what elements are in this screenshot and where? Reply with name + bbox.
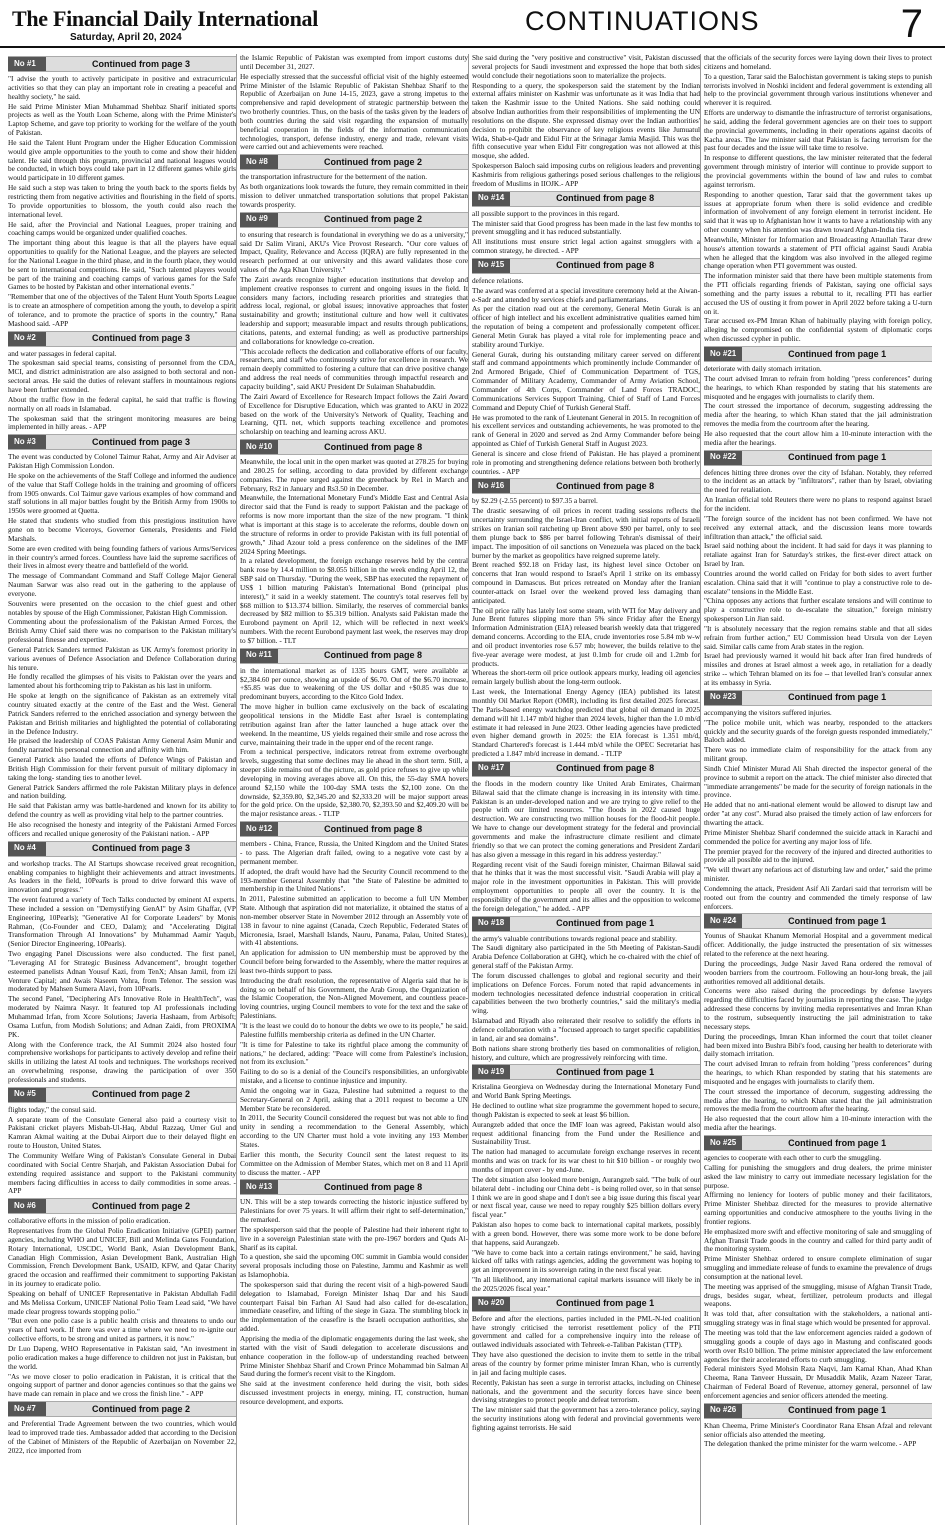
article-paragraph: He fondly recalled the glimpses of his visits to Pakistan over the years and lamented about his forthcoming trip to Pakistan as his last in uniform. xyxy=(8,672,236,691)
article-paragraph: Federal ministers Syed Mohsin Raza Naqvi, Jam Kamal Khan, Ahad Khan Cheema, Rana Tanveer Hussain, Dr Musaddik Malik, Azam Nazeer Tarar, Chairman of Federal Board of Revenue, attorney general, personnel of law enforcement agencies and senior officers attended the meeting. xyxy=(704,1364,932,1400)
article-number: No #7 xyxy=(8,1402,46,1416)
article-paragraph: He spoke on the achievements of the Staff College and informed the audience of the value that Staff College holds in the training and grooming of officers from 1905 onwards. Col Taimur gave various examples of how command and staff solutions in all major battles fought by the British Army from 1900s to 1950s were groomed at Quetta. xyxy=(8,470,236,516)
column-divider xyxy=(236,54,237,1525)
article-paragraph: The law minister said that the government has a zero-tolerance policy, saying the security institutions along with federal and provincial governments were fighting against terrorists. He said xyxy=(472,1405,700,1432)
continuation-article xyxy=(472,916,700,1063)
article-paragraph: "We will thwart any nefarious act of disturbing law and order," said the prime minister. xyxy=(704,865,932,884)
article-number: No #14 xyxy=(472,192,510,206)
article-paragraph: all possible support to the provinces in this regard. xyxy=(472,208,620,218)
article-number: No #2 xyxy=(8,332,46,346)
article-paragraph: Recently, Pakistan has seen a surge in terrorist attacks, including on Chinese nationals, and the government and the security forces have since been devising strategies to protect people and defeat terrorism. xyxy=(472,1377,700,1405)
continued-from-label: Continued from page 1 xyxy=(788,1405,887,1416)
continued-from-label: Continued from page 2 xyxy=(323,214,422,225)
article-paragraph: the army's valuable contributions towards regional peace and stability. xyxy=(472,933,677,943)
article-paragraph: Regarding recent visit of the Saudi foreign minister, Chairman Bilawal said that he thinks that it was the most successful visit. "Saudi Arabia will play a major role in the investment opportunities in Pakistan. This will provide employment opportunities to people all over the country. It is the responsibility of the government and its allies and the opposition to welcome the foreign delegation," he added. - APP xyxy=(472,859,700,913)
article-paragraph: Younus of Shaukat Khanum Memorial Hospital and a government medical officer. Additionally, the judge instructed the presentation of six witnesses related to the reference at the next hearing. xyxy=(704,931,932,959)
article-number: No #3 xyxy=(8,435,46,449)
article-paragraph: defence relations. xyxy=(472,275,524,285)
continued-from-label: Continued from page 3 xyxy=(91,333,190,344)
article-paragraph: Calling for punishing the smugglers and drug dealers, the prime minister asked the law ministry to carry out immediate necessary legislation for the purpose. xyxy=(704,1162,932,1190)
article-paragraph: He said that Pakistan army was battle-hardened and known for its ability to defend the country as well as providing vital help to the partner countries. xyxy=(8,801,236,820)
article-paragraph: The Community Welfare Wing of Pakistan's Consulate General in Dubai coordinated with Social Centre Sharjah, and Pakistan Association Dubai for extending required assistance and support to the Pakistani community members facing difficulties in access to daily commodities in some areas. - APP xyxy=(8,1150,236,1196)
article-header xyxy=(472,191,700,207)
article-paragraph: "We have to come back into a certain ratings environment," he said, having kicked off talks with ratings agencies, adding the government was hoping to get an improvement in its sovereign rating in the next fiscal year. xyxy=(472,1247,700,1275)
article-paragraph: About the traffic flow in the federal capital, he said that traffic is flowing normally on all roads in Islamabad. xyxy=(8,394,236,413)
article-number: No #25 xyxy=(704,1136,742,1150)
article-paragraph: During the proceedings, Judge Nasir Javed Rana ordered the removal of wooden barriers from the courtroom. Following an hour-long break, the jail authorities removed all additional details. xyxy=(704,958,932,986)
article-paragraph: The delegation thanked the prime minister for the warm welcome. - APP xyxy=(704,1439,917,1449)
article-paragraph: Failing to do so is a denial of the Council's responsibilities, an unforgivable mistake, and a license to continue injustice and impunity. xyxy=(240,1067,468,1086)
article-paragraph: "It is absolutely necessary that the region remains stable and that all sides refrain from further action," EU Commission head Ursula von der Leyen said. Similar calls came from Arab states in the region. xyxy=(704,623,932,651)
article-number: No #21 xyxy=(704,347,742,361)
article-paragraph: Sindh Chief Minister Murad Ali Shah directed the inspector general of the province to submit a report on the attack. The chief minister also directed that "immediate arrangements" be made for the security of foreign nationals in the province. xyxy=(704,763,932,800)
article-paragraph: He said such a step was taken to bring the youth back to the sports fields by restricting them from negative activities and flourishing in the field of sports. To provide opportunities to blossom, the youth could also reach the international level. xyxy=(8,183,236,219)
article-number: No #20 xyxy=(472,1297,510,1311)
article-column xyxy=(8,54,236,1525)
article-paragraph: the transportation infrastructure for the betterment of the nation. xyxy=(240,172,428,182)
article-paragraph: Apprising the media of the diplomatic engagements during the last week, she started with the visit of Saudi delegation to accelerate discussions and enhance cooperation in the follow-up of understanding reached between Prime Minister Shehbaz Sharif and Crown Prince Mohammad bin Salman Al Saud during the former's recent visit to the Kingdom. xyxy=(240,1334,468,1379)
continuation-article xyxy=(240,154,468,209)
article-paragraph: In 2011, the Security Council considered the request but was not able to find unity in sending a recommendation to the General Assembly, which according to the UN Charter must hold a vote inviting any 193 Member States. xyxy=(240,1113,468,1149)
article-header xyxy=(8,1401,236,1417)
article-paragraph: Earlier this month, the Security Council sent the latest request to its Committee on the Admission of Member States, which met on 8 and 11 April to discuss the matter. - APP xyxy=(240,1149,468,1177)
continuation-article xyxy=(8,1401,236,1455)
continued-from-label: Continued from page 2 xyxy=(91,1200,190,1211)
column-divider xyxy=(468,54,469,1525)
article-paragraph: Dr Luo Dapeng, WHO Representative in Pakistan said, "An investment in polio eradication makes a huge difference to children not just in Pakistan, but the world. xyxy=(8,1344,236,1371)
article-paragraph: In a related development, the foreign exchange reserves held by the central bank rose by 14.4 million to $8.055 billion in the week ending April 12, the SBP said on Thursday. "During the week, SBP has executed the repayment of US$ 1 billion maturing Pakistan's International Bond (principal plus interest)," it said in a weekly statement. The country's total reserves fell by $68 million to $13.374 billion. Similarly, the reserves of commercial banks decreased by $82 million to $5.319 billion. Analysts said Pakistan made the Eurobond payment on April 12, which will be reflected in next week's numbers. With the recent Eurobond payment last week, the reserves may drop to $7 billion. - TLT xyxy=(240,556,468,645)
article-paragraph: Introducing the draft resolution, the representative of Algeria said that he is doing so on behalf of his Government, the Arab Group, the Organization of the Islamic Cooperation, the Non-Aligned Movement, and countless peace-loving countries, urging Council members to vote for the text and the sake of Palestinians. xyxy=(240,975,468,1021)
article-paragraph: She said during the "very positive and constructive" visit, Pakistan discussed several projects for Saudi investment and expressed the hope that both sides would conclude their negotiations soon to materialize the projects. xyxy=(472,54,700,80)
continuation-article xyxy=(472,54,700,189)
article-paragraph: Commenting about the professionalism of the Pakistan Armed Forces, the British Army Chief said there was no comparison to the Pakistan military's professional finesse and expertise. xyxy=(8,617,236,645)
article-paragraph: The Saudi dignitary also participated in the 5th Meeting of Pakistan-Saudi Arabia Defence Collaboration at GHQ, which he co-chaired with the chief of general staff of the Pakistan Army. xyxy=(472,943,700,971)
article-paragraph: Responding to another question, Tarar said that the government takes up issues at appropriate forum when there is solid evidence and credible information of involvement of any foreign element in terrorist incident. He said that it was up to Afghanistan how it wants to have a relationship with any other country when his attention was drawn toward Afghan-India ties. xyxy=(704,189,932,235)
continuation-article xyxy=(8,1198,236,1399)
article-paragraph: General is sincere and close friend of Pakistan. He has played a prominent role in promoting and strengthening defence relations between both brotherly countries. - APP xyxy=(472,448,700,476)
article-paragraph: Israel said nothing about the incident. It had said for days it was planning to retaliate against Iran for Saturday's strikes, the first-ever direct attack on Israel by Iran. xyxy=(704,541,932,569)
continued-from-label: Continued from page 2 xyxy=(91,1403,190,1414)
continued-from-label: Continued from page 8 xyxy=(324,1181,423,1192)
page-number: 7 xyxy=(900,2,923,46)
article-paragraph: "As we move closer to polio eradication in Pakistan, it is critical that the ongoing support of partner and donor agencies continues so that the gains we have made can remain in place and we cross the finish line." - APP xyxy=(8,1371,236,1399)
continuation-article xyxy=(704,1135,932,1401)
article-header xyxy=(704,450,932,466)
article-paragraph: Pakistan also hopes to come back to international capital markets, possibly with a green bond. However, there was some more work to be done before that happens, said Aurangzeb. xyxy=(472,1220,700,1247)
article-header xyxy=(240,212,468,228)
article-header xyxy=(472,1064,700,1080)
article-paragraph: to ensuring that research is foundational in everything we do as a university," said Dr Salim Virani, AKU's Vice Provost Research. "Our core values of Impact, Quality, Relevance and Access (IQRA) are fully represented in the research performed at our university and this award validates those core values of the Aga Khan University." xyxy=(240,229,468,275)
article-paragraph: Souvenirs were presented on the occasion to the chief guest and other notables by spouse of the High Commissioner, Pakistan High Commission. xyxy=(8,598,236,617)
continuation-article xyxy=(704,450,932,688)
article-number: No #19 xyxy=(472,1065,510,1079)
continuation-article xyxy=(704,346,932,448)
continuation-article xyxy=(704,1403,932,1450)
article-header xyxy=(8,1087,236,1103)
article-paragraph: Kristalina Georgieva on Wednesday during the International Monetary Fund and World Bank Spring Meetings. xyxy=(472,1082,700,1101)
article-paragraph: The move higher in bullion came exclusively on the back of escalating geopolitical tensions in the Middle East after Israel is contemplating retribution against Iran after the latter launched a huge attack over the weekend. In the meantime, US yields regained their smile and rose across the curve, maintaining their trade in the upper end of the recent range. xyxy=(240,702,468,747)
continuation-article xyxy=(472,1296,700,1433)
continued-from-label: Continued from page 3 xyxy=(91,436,190,447)
continuation-article xyxy=(472,1064,700,1293)
article-header xyxy=(8,1198,236,1214)
article-paragraph: Whereas the short-term oil price outlook appears murky, leading oil agencies remain largely bullish about the long-term outlook. xyxy=(472,668,700,687)
article-header xyxy=(240,154,468,170)
article-header xyxy=(704,1403,932,1419)
continuation-article xyxy=(8,331,236,433)
article-number: No #9 xyxy=(240,213,278,227)
article-paragraph: The drastic seesawing of oil prices in recent trading sessions reflects the uncertainty surrounding the Israel-Iran conflict, with initial reports of Israeli strikes on Iranian soil ratcheting up Brent above $90 per barrel, only to see them plunge back to $86 per barrel following Tehran's dismissal of their impact. The imposition of oil sanctions on Venezuela was placed on the back burner by the market as geopolitics have reigned supreme lately. xyxy=(472,506,700,560)
article-paragraph: The event was conducted by Colonel Taimur Rahat, Army and Air Adviser at Pakistan High Commission London. xyxy=(8,452,236,471)
continued-from-label: Continued from page 1 xyxy=(556,918,655,929)
article-paragraph: The spokesperson said that the people of Palestine had their inherent right to live in a sovereign Palestinian state with the pre-1967 borders and Quds Al-Sharif as its capital. xyxy=(240,1224,468,1252)
article-paragraph: He also requested that the court allow him a 10-minute interaction with the media after the hearings. xyxy=(704,428,932,447)
continuation-article xyxy=(472,478,700,758)
article-paragraph: Two engaging Panel Discussions were also conducted. The first panel, "Leveraging AI for Strategic Business Advancement", brought together esteemed panelists Adnan Yousuf Kazi, from TenX; Ahsan Jamil, from i2i Venture Capital; and Awais Naseem Vohra, from Telenor. The session was moderated by Mahsen Sumera Alavi, from 10Pearls. xyxy=(8,949,236,994)
article-paragraph: Israel had previously warned it would hit back after Iran fired hundreds of missiles and drones at Israel almost a week ago, in retaliation for a deadly strike -- which Tehran blamed on its foe -- that levelled Iran's consular annex at its embassy in Syria. xyxy=(704,651,932,687)
article-paragraph: the floods in the modern country like United Arab Emirates, Chairman Bilawal said that the climate change is increasing in its intensity with time. Pakistan is an under-developed nation and we are trying to give relief to the people with our limited resources. "The floods in 2022 caused huge destruction. We are constructing two million houses for the flood-hit people. We have to change our development strategy for the federal and provincial governments and make the infrastructure climate resilient and climate friendly so that we can protect the coming generations and President Zardari has also given a message in this regard in his address yesterday." xyxy=(472,778,700,859)
article-paragraph: Speaking on behalf of UNICEF Representative in Pakistan Abdullah Fadil and Ms Melissa Corkum, UNICEF National Polio Team Lead said, "We have made clear progress towards stopping polio." xyxy=(8,1288,236,1316)
continuation-article xyxy=(704,690,932,912)
article-paragraph: To a question, she said the upcoming OIC summit in Gambia would consider several proposals including those on Palestine, Jammu and Kashmir as well as Islamophobia. xyxy=(240,1252,468,1280)
continued-from-label: Continued from page 1 xyxy=(788,1137,887,1148)
article-paragraph: Concerns were also raised during the proceedings by defense lawyers regarding the difficulties faced by journalists in reporting the case. The judge addressed these concerns by inviting media representatives and Imran Khan to the rostrum, subsequently instructing the jail administration to take necessary steps. xyxy=(704,986,932,1031)
article-paragraph: General Patrick also lauded the efforts of Defence Wings of Pakistan and British High Commission for their fervent pursuit of military diplomacy in taking the long- standing ties to another level. xyxy=(8,755,236,782)
continuation-article xyxy=(472,761,700,914)
article-header xyxy=(472,761,700,777)
article-paragraph: Spokesperson Baloch said imposing curbs on religious leaders and preventing Kashmiris from religious gatherings posed serious challenges to the religious freedom of Muslims in IIOJK.- APP xyxy=(472,161,700,188)
article-number: No #13 xyxy=(240,1180,278,1194)
article-paragraph: He stated that students who studied from this prestigious institution have gone on to become Viceroys, Governor Generals, Presidents and Field Marshals. xyxy=(8,516,236,543)
article-paragraph: that the officials of the security forces were laying down their lives to protect citizens and homeland. xyxy=(704,54,932,71)
article-number: No #16 xyxy=(472,479,510,493)
article-header xyxy=(704,913,932,929)
article-paragraph: by $2.29 (-2.55 percent) to $97.35 a barrel. xyxy=(472,496,598,506)
article-number: No #12 xyxy=(240,822,278,836)
continued-from-label: Continued from page 8 xyxy=(324,441,423,452)
continued-from-label: Continued from page 1 xyxy=(788,452,887,463)
article-header xyxy=(704,1135,932,1151)
article-paragraph: Some are even credited with being founding fathers of various Arms/Services in their country's armed forces. Countless have laid the supreme sacrifices of their lives in almost every theatre and battlefield of the world. xyxy=(8,543,236,571)
continuation-article xyxy=(704,913,932,1133)
article-paragraph: An Iranian official told Reuters there were no plans to respond against Israel for the incident. xyxy=(704,495,932,513)
article-number: No #11 xyxy=(240,649,278,663)
article-paragraph: He said the Talent Hunt Program under the Higher Education Commission would give ample opportunities to the youth to come and show their hidden talent. He said through this program, provincial and national leagues would be conducted, in which boys could take part in 12 different games while girls would participate in 10 different games. xyxy=(8,137,236,183)
article-number: No #24 xyxy=(704,914,742,928)
newspaper-title: The Financial Daily International xyxy=(12,6,319,31)
article-paragraph: "The foreign source of the incident has not been confirmed. We have not received any external attack, and the discussion leans more towards infiltration than attack," the official said. xyxy=(704,513,932,541)
continuation-article xyxy=(8,434,236,838)
article-paragraph: He said, after the Provincial and National Leagues, proper training and coaching camps would be organized under qualified coaches. xyxy=(8,219,236,238)
article-paragraph: As both organizations look towards the future, they remain committed in their mission to deliver unmatched transportation solutions that propel Pakistan towards prosperity. xyxy=(240,182,468,209)
article-paragraph: The oil price rally has lately lost some steam, with WTI for May delivery and June Brent futures slipping more than 5% since Friday after the Energy Information Administration (EIA) released bearish weekly data that triggered demand concerns. According to the EIA, crude inventories rose 5.84 mb w-w and oil product inventories rose 6.57 mb; however, the builds relative to the five-year average were modest, at just 0.1mb for crude oil and 1.2mb for products. xyxy=(472,605,700,668)
article-header xyxy=(8,841,236,857)
continued-from-label: Continued from page 3 xyxy=(91,843,190,854)
article-paragraph: The court stressed the importance of decorum, suggesting addressing the media after the hearing, to which Khan stated that the jail administration removes the media from the courtroom after the hearing. xyxy=(704,1086,932,1114)
article-paragraph: The forum discussed challenges to global and regional security and their implications on Defence Forces. Forum noted that rapid advancements in modern technologies necessitated defence industrial cooperation in critical capabilities between the two brotherly countries," said the military's media wing. xyxy=(472,970,700,1016)
article-paragraph: Meanwhile, the local unit in the open market was quoted at 278.25 for buying and 280.25 for selling, according to data provided by different exchange companies. The rupee surged against the greenback by Re1 in March and February, Rs2 in January and Rs3.50 in December. xyxy=(240,457,468,493)
article-paragraph: The information minister said that there have been multiple statements from the PTI officials regarding friends of Pakistan, saying one official says something and the party issues a rebuttal to it, recalling PTI has earlier accused the US of ousting it from power in April 2022 before taking a U-turn on it. xyxy=(704,271,932,316)
issue-date: Saturday, April 20, 2024 xyxy=(70,32,182,43)
article-paragraph: The second Panel, "Deciphering AI's Innovative Role in HealthTech", was moderated by Naimra Nasyr. It featured top AI professionals including Muhammad Irfan, from Xcore Solutions; Javeria Hashaam, from Arbisoft; Osama Lutfun, from Modish Solutions; and Adnan Zaidi, from PROXIMA PK. xyxy=(8,994,236,1039)
article-number: No #8 xyxy=(240,155,278,169)
article-paragraph: Affirming no leniency for looters of public money and their facilitators, Prime Minister Shehbaz directed for the measures to provide alternative earning opportunities and conducive atmosphere to the youths living in the frontier regions. xyxy=(704,1190,932,1226)
article-paragraph: In response to different questions, the law minister reiterated that the federal government through ministry of interior will continue to provide support to the provincial governments within the bound of law and rules to combat against terrorism. xyxy=(704,153,932,189)
article-paragraph: A separate team of the Consulate General also paid a courtesy visit to Pakistani cricket players Misbah-Ul-Haq, Abdul Razzaq, Umer Gul and Kamran Akmal waiting at the Dubai Airport due to their delayed flight en route to Houston, United States. xyxy=(8,1114,236,1151)
article-paragraph: Prime Minister Shehbaz Sharif condemned the suicide attack in Karachi and commended the police for averting any major loss of life. xyxy=(704,827,932,846)
article-paragraph: General Patrick Sanders affirmed the role Pakistan Military plays in defence and nation building. xyxy=(8,782,236,801)
article-paragraph: He was promoted to the rank of Lieutenant General in 2015. In recognition of his excellent services and outstanding achievements, he was promoted to the rank of General in 2020 and served as 2nd Army Commander before being appointed as Chief of Turkish General Staff in August 2023. xyxy=(472,412,700,449)
continued-from-label: Continued from page 8 xyxy=(556,260,655,271)
article-paragraph: To a question, Tarar said the Balochistan government is taking steps to punish terrorists involved in Noshki incident and federal government is extending all help to the provincial government through various institutions whenever and wherever it is required. xyxy=(704,71,932,108)
article-paragraph: General Patrick Sanders termed Pakistan as UK Army's foremost priority in various avenues of Defence Association and Defence Collaboration during his tenure. xyxy=(8,644,236,672)
article-paragraph: In 2011, Palestine submitted an application to become a full UN Member State. Although that aspiration did not materialize, it obtained the status of a non-member observer State in November 2012 through an Assembly vote of 138 in favour to nine against (Canada, Czech Republic, Federated States of Micronesia, Israel, Marshall Islands, Nauru, Panama, Palau, United States), with 41 abstentions. xyxy=(240,894,468,948)
article-paragraph: The court advised Imran to refrain from holding "press conferences" during the hearings, to which Khan responded by stating that his statements are misquoted and he engages with journalists to clarify them. xyxy=(704,373,932,401)
article-column xyxy=(240,54,468,1525)
article-column xyxy=(472,54,700,1525)
article-header xyxy=(8,331,236,347)
article-paragraph: He added that no anti-national element would be allowed to disrupt law and order "at any cost". Murad also praised the timely action of law enforcers for thwarting the attack. xyxy=(704,800,932,827)
article-paragraph: accompanying the visitors suffered injuries. xyxy=(704,707,832,717)
continued-from-label: Continued from page 2 xyxy=(323,156,422,167)
article-paragraph: If adopted, the draft would have had the Security Council recommend to the 193-member General Assembly that "the State of Palestine be admitted to membership in the United Nations". xyxy=(240,866,468,894)
article-paragraph: Islamabad and Riyadh also reiterated their resolve to solidify the efforts in defence collaboration with a "focused approach to target specific capabilities in land, air and sea domains". xyxy=(472,1016,700,1043)
article-number: No #6 xyxy=(8,1199,46,1213)
article-paragraph: "China opposes any actions that further escalate tensions and will continue to play a constructive role to de-escalate the situation," foreign ministry spokesperson Lin Jian said. xyxy=(704,596,932,624)
article-paragraph: Before and after the elections, parties included in the PML-N-led coalition have strongly criticised the terrorist resettlement policy of the PTI government and called for a comprehensive inquiry into the release of outlawed individuals associated with Tehreek-e-Taliban Pakistan (TTP). xyxy=(472,1313,700,1350)
article-paragraph: "I advise the youth to actively participate in positive and extracurricular activities so that they can play an important role in creating a peaceful and healthy society," he said. xyxy=(8,74,236,101)
continuation-article xyxy=(240,439,468,646)
article-paragraph: The message of Commandant Command and Staff College Major General Nauman Sarwar was also read out in the gathering to the applause of everyone. xyxy=(8,571,236,598)
article-paragraph: flights today," the consul said. xyxy=(8,1104,97,1114)
article-header xyxy=(240,439,468,455)
article-paragraph: Prime Minister Shehbaz ordered to ensure complete elimination of sugar smuggling and immediate release of funds to examine the prevalence of drugs consumption at the national level. xyxy=(704,1254,932,1281)
continued-from-label: Continued from page 1 xyxy=(556,1298,655,1309)
article-paragraph: The spokesman said that the stringent monitoring measures are being implemented in hilly areas. - APP xyxy=(8,413,236,432)
article-header xyxy=(240,1179,468,1195)
article-header xyxy=(240,648,468,664)
article-header xyxy=(472,478,700,494)
article-paragraph: Efforts are underway to dismantle the infrastructure of terrorist organisations, he said, adding the federal government agencies are on their toes to support the provincial governments, including in their operations against dacoits of Kacha areas. The law minister said that Pakistan is facing terrorism for the past four decades and the issue will take time to resolve. xyxy=(704,108,932,153)
article-header xyxy=(472,258,700,274)
continuation-article xyxy=(240,212,468,437)
article-paragraph: Both nations share strong brotherly ties based on commonalities of religion, history, and culture, which are progressively reinforcing with time. xyxy=(472,1043,700,1062)
article-paragraph: "It is the least we could do to honour the debts we owe to its people," he said. Palestine fulfills membership criteria as defined in the UN Charter. xyxy=(240,1021,468,1039)
article-paragraph: He also recognised the honesty and integrity of the Pakistani Armed Forces officers and recalled unique generosity of the Pakistani nation. - APP xyxy=(8,819,236,838)
article-paragraph: Meanwhile, the International Monetary Fund's Middle East and Central Asia director said that the Fund is ready to support Pakistan and the package of reforms is now more important than the size of the new program. "I think what is important at this stage is to accelerate the reforms, double down on the structure of reforms in order to provide Pakistan with its full potential of growth," Jihad Azour told a press conference on the sidelines of the IMF 2024 Spring Meetings. xyxy=(240,493,468,556)
article-paragraph: deteriorate with daily stomach irritation. xyxy=(704,364,822,373)
continued-from-label: Continued from page 8 xyxy=(556,763,655,774)
article-paragraph: It was told that, after consultation with the stakeholders, a national anti-smuggling strategy was in final stage which would be presented for approval. xyxy=(704,1309,932,1328)
continued-from-label: Continued from page 3 xyxy=(91,58,190,69)
article-paragraph: and Preferential Trade Agreement between the two countries, which would lead to improved trade ties. Ambassador added that according to the Decision of the Cabinet of Ministers of the Republic of Azerbaijan on November 22, 2022, rice imported from xyxy=(8,1419,236,1455)
article-header xyxy=(704,346,932,362)
article-number: No #5 xyxy=(8,1088,46,1102)
article-number: No #4 xyxy=(8,842,46,856)
column-divider xyxy=(700,54,701,1525)
continued-from-label: Continued from page 8 xyxy=(556,481,655,492)
section-title: CONTINUATIONS xyxy=(525,6,760,36)
article-paragraph: The nation had managed to accumulate foreign exchange reserves in recent months and was on track for its war chest to hit $10 billion - or roughly two months of import cover - by end-June. xyxy=(472,1147,700,1174)
article-paragraph: He also requested that the court allow him a 10-minute interaction with the media after the hearings. xyxy=(704,1114,932,1133)
continuation-article xyxy=(8,1087,236,1196)
continued-from-label: Continued from page 1 xyxy=(788,915,887,926)
continuation-article xyxy=(240,1179,468,1406)
article-header xyxy=(8,56,236,72)
article-paragraph: The spokesperson said that during the recent visit of a high-powered Saudi delegation to Islamabad, Foreign Minister Ishaq Dar and his Saudi counterpart Faisal bin Farhan Al Saud had also called for de-escalation, immediate ceasefire, and lifting of the siege in Gaza. The stumbling block in the implementation of the ceasefire is the Israeli occupation authorities, she added. xyxy=(240,1279,468,1334)
continued-from-label: Continued from page 8 xyxy=(323,650,422,661)
article-paragraph: The spokesman said special teams, consisting of personnel from the CDA, MCI, and district administration are also assigned to both sectoral and non-sectoral areas. He said the duties of relevant staffers in mountainous regions have been further extended. xyxy=(8,358,236,394)
continued-from-label: Continued from page 1 xyxy=(788,692,887,703)
continuation-article xyxy=(704,54,932,344)
article-paragraph: The court advised Imran to refrain from holding "press conferences" during the hearings, to which Khan responded by stating that his statements are misquoted and he engages with journalists to clarify them. xyxy=(704,1059,932,1086)
continued-from-label: Continued from page 1 xyxy=(556,1066,655,1077)
article-paragraph: The important thing about this league is that all the players have equal opportunities to qualify for the National League, and the players are selected for the National League in the third phase, and in the fourth place, they would be sent to international competitions. He said, "Such talented players would be part of the training and coaching camps of various games for the Safe Games to be hosted by Pakistan and other international events." xyxy=(8,238,236,292)
continued-from-label: Continued from page 8 xyxy=(556,193,655,204)
article-header xyxy=(472,916,700,932)
article-paragraph: Khan Cheema, Prime Minister's Coordinator Rana Ehsan Afzal and relevant senior officials also attended the meeting. xyxy=(704,1420,932,1439)
article-paragraph: They have also questioned the decision to invite them to settle in the tribal areas of the country by former prime minister Imran Khan, who is currently in jail and facing multiple cases. xyxy=(472,1350,700,1377)
article-number: No #17 xyxy=(472,762,510,776)
article-paragraph: in the international market as of 1335 hours GMT, were available at $2,384.60 per ounce, showing an upside of $6.70. Out of the $6.70 increase, +$5.85 was due to weakening of the US dollar and +$0.85 was due to predominant buyers, according to the Kitco Gold Index. xyxy=(240,665,468,702)
article-paragraph: An application for admission to UN membership must be approved by the Council before being forwarded to the Assembly, where the matter requires at least two-thirds support to pass. xyxy=(240,948,468,975)
article-paragraph: Countries around the world called on Friday for both sides to avert further escalation. China said that it will "continue to play a constructive role to de-escalate" tensions in the Middle East. xyxy=(704,568,932,596)
article-header xyxy=(472,1296,700,1312)
article-paragraph: He spoke at length on the significance of Pakistan as an extremely vital country situated exactly at the centre of the East and the West. General Patrick Sanders referred to the enriched association and synergy between the Pakistan and British militaries and highlighted the potential of collaborating in the Defence Industry. xyxy=(8,691,236,736)
article-paragraph: The minister said that Good progress has been made in the last few months to prevent smuggling and it has reduced substantially. xyxy=(472,218,700,237)
continuation-article xyxy=(240,821,468,1177)
article-paragraph: The premier prayed for the recovery of the injured and directed authorities to provide all possible aid to the injured. xyxy=(704,846,932,865)
article-paragraph: During the proceedings, Imran Khan informed the court that toilet cleaner had been mixed into Bushra Bibi's food, causing her health to deteriorate with daily stomach irritation. xyxy=(704,1031,932,1059)
continuation-article xyxy=(240,54,468,152)
article-paragraph: From a technical perspective, indicators retreat from extreme overbought levels, suggesting that some declines may lie ahead in the short term. Still, a steeper slide remains out of the picture, as gold price refuses to give up while developing in moving averages above all. On this, the 55-day SMA hovers around $2,150 while the 100-day SMA tests the $2,100 zone. On the downside, $2,359.80, $2,345.20 and $2,333.20 will be major support areas for the gold price. On the upside, $2,380.70, $2,393.50 and $2,409.20 will be the major resistance areas. - TLTP xyxy=(240,747,468,819)
article-paragraph: He emphasized more swift and effective monitoring of sale and smuggling of Afghan Transit Trade goods in the country and called for third party audit of the monitoring system. xyxy=(704,1226,932,1254)
article-paragraph: Representatives from the Global Polio Eradication Initiative (GPEI) partner agencies, including WHO and UNICEF, Bill and Melinda Gates Foundation, Rotary International, USCDC, World Bank, Asian Development Bank, Canadian High Commission, Asian Development Bank, Australian High Commission, French Development Bank, USAID, KFW, and Qatar Charity graced the occasion and reaffirmed their commitment to supporting Pakistan in its journey to eradicate polio. xyxy=(8,1226,236,1289)
continued-from-label: Continued from page 8 xyxy=(324,823,423,834)
article-paragraph: The award was conferred at a special investiture ceremony held at the Aiwan-e-Sadr and attended by services chiefs and parliamentarians. xyxy=(472,285,700,304)
article-paragraph: Responding to a query, the spokesperson said the statement by the Indian external affairs minister on Kashmir was unfortunate as it was India that had taken the Kashmir issue to the United Nations. She said nothing could absolve Indian authorities from their responsibilities of implementing the UN resolutions on the dispute. She expressed dismay over the Indian authorities' decision to prohibit the observance of key religious events like Jumuatul Wida, Shab-e-Qadr and Eidul Fitr at the Srinagar Jamia Masjid. This was the fifth consecutive year when Eidul Fitr congregation was not allowed at this mosque, she added. xyxy=(472,80,700,161)
article-paragraph: and workshop tracks. The AI Startups showcase received great recognition, enabling companies to highlight their achievements and attract investments. As leaders in the field, 10Pearls is proud to drive forward this wave of innovation and progress." xyxy=(8,858,236,895)
article-paragraph: He declined to outline what size programme the government hoped to secure, though Pakistan is expected to seek at least $6 billion. xyxy=(472,1101,700,1119)
article-paragraph: He said Prime Minister Mian Muhammad Shehbaz Sharif initiated sports projects as well as the Youth Loan Scheme, along with the Prime Minister's Laptop Scheme, and gave top priority to working for the welfare of the youth of Pakistan. xyxy=(8,101,236,138)
article-header xyxy=(240,821,468,837)
continuation-article xyxy=(240,648,468,819)
article-paragraph: Amid the ongoing war in Gaza, Palestine had submitted a request to the Secretary-General on 2 April, asking that a 2011 request to become a UN Member State be reconsidered. xyxy=(240,1085,468,1113)
article-paragraph: The meeting was apprised of the smuggling, misuse of Afghan Transit Trade, drugs, besides sugar, wheat, fertilizer, petroleum products and illegal weapons. xyxy=(704,1281,932,1309)
continued-from-label: Continued from page 1 xyxy=(788,348,887,359)
article-paragraph: The Zairi awards recognize higher education institutions that develop and implement creative responses to current and ongoing issues in the field. It considers many factors, including research priorities and strategies that address local, regional, or global issues; innovative approaches that foster sustainability and growth; institutional culture and how well it cultivates leadership and support; measurable impact and results through publications, citations, patents, and external funding; as well as productive partnerships and collaborations for knowledge co-creation. xyxy=(240,274,468,346)
article-paragraph: Last week, the International Energy Agency (IEA) published its latest monthly Oil Market Report (OMR), including its first detailed 2025 forecast. The Paris-based energy watchdog predicted that global oil demand in 2025 demand will hit 1.147 mb/d higher than 2024 levels, higher than the 1.0 mb/d estimate it had released in June 2023. Other leading agencies have predicted even higher demand growth in 2025: the EIA forecast is 1.351 mb/d, Standard Chartered's forecast is 1.444 mb/d while the OPEC Secretariat has predicted a 1.847 mb/d increase in demand. - TLTP xyxy=(472,687,700,759)
article-paragraph: The meeting was told that the law enforcement agencies raided a godown of smuggling goods a couple of days ago in Mastung and confiscated goods worth over Rs10 billion. The prime minister appreciated the law enforcement agencies for their accelerated efforts to curb smuggling. xyxy=(704,1328,932,1364)
article-paragraph: Condemning the attack, President Asif Ali Zardari said that terrorism will be rooted out from the country and commended the timely response of law enforcers. xyxy=(704,883,932,911)
article-paragraph: Aurangzeb added that once the IMF loan was agreed, Pakistan would also request additional financing from the Fund under the Resilience and Sustainability Trust. xyxy=(472,1119,700,1147)
article-paragraph: UN. This will be a step towards correcting the historic injustice suffered by Palestinians for over 75 years. It will affirm their right to self-determination," the remarked. xyxy=(240,1197,468,1225)
article-column xyxy=(704,54,932,1525)
article-paragraph: "The police mobile unit, which was nearby, responded to the attackers quickly and the security guards of the foreign guests responded immediately," Baloch added. xyxy=(704,717,932,745)
article-paragraph: "It is time for Palestine to take its rightful place among the community of nations," he declared, adding: "Peace will come from Palestine's inclusion, not from its exclusion." xyxy=(240,1039,468,1067)
continuation-article xyxy=(472,191,700,256)
masthead xyxy=(0,0,945,48)
article-paragraph: "But even one polio case is a public health crisis and threatens to undo our years of hard work. If there was ever a time where we need to re-ignite our collective efforts, to be strong and united as partners, it is now." xyxy=(8,1316,236,1344)
article-paragraph: General Gurak, during his outstanding military career served on different staff and command appointments which prominently include Commander of 2nd Armored Brigade, Chief of Communication Department of TGS, Commander of Military Academy, Commander of Army Aviation School, Commander of 4th Corps, Commander of Land Forces TRADOC, Communications Services Support Training, Chief of Staff of Land Forces Command and Deputy Chief of Turkish General Staff. xyxy=(472,349,700,412)
article-header xyxy=(8,434,236,450)
article-number: No #18 xyxy=(472,917,510,931)
article-paragraph: Brent reached $92.18 on Friday last, its highest level since October on concerns that Iran would respond to Israel's April 1 strike on its embassy compound in Damascus. But prices retreated on Monday after the Iranian counter-attack on Israel over the weekend proved less damaging than anticipated. xyxy=(472,560,700,605)
article-paragraph: and water passages in federal capital. xyxy=(8,348,117,358)
continuation-article xyxy=(8,841,236,1085)
continuation-article xyxy=(472,258,700,477)
article-paragraph: defences hitting three drones over the city of Isfahan. Notably, they referred to the incident as an attack by "infiltrators", rather than by Israel, obviating the need for retaliation. xyxy=(704,467,932,495)
article-paragraph: members - China, France, Russia, the United Kingdom and the United States - to pass. The Algerian draft failed, owing to a negative vote cast by a permanent member. xyxy=(240,839,468,866)
article-number: No #10 xyxy=(240,440,278,454)
article-number: No #22 xyxy=(704,451,742,465)
continuation-article xyxy=(8,56,236,329)
article-paragraph: "In all likelihood, any international capital markets issuance will likely be in the 2025/2026 fiscal year." xyxy=(472,1275,700,1293)
article-paragraph: He praised the leadership of COAS Pakistan Army General Asim Munir and fondly narrated his personal connection and affinity with him. xyxy=(8,736,236,755)
article-paragraph: agencies to cooperate with each other to curb the smuggling. xyxy=(704,1152,882,1162)
article-number: No #23 xyxy=(704,691,742,705)
article-paragraph: The Zairi Award of Excellence for Research Impact follows the Zairi Award of Excellence for Disruptive Education, which was granted to AKU in 2022 based on the work of the University's Network of Quality, Teaching and Learning, QTL net, which supports teaching excellence and promotes scholarship on teaching and learning across AKU. xyxy=(240,391,468,437)
article-number: No #1 xyxy=(8,57,46,71)
article-paragraph: Along with the Conference track, the AI Summit 2024 also hosted four comprehensive workshops for participants to actively develop and refine their skills in utilizing the latest AI tools and techniques. The workshops received an overwhelming response, drawing the participation of over 350 professionals and students. xyxy=(8,1039,236,1084)
article-paragraph: Meanwhile, Minister for Information and Broadcasting Attaullah Tarar drew house's attention towards a statement of PTI official against Saudi Arabia when he alleged that the kingdom was also involved in the alleged regime change operation when PTI government was ousted. xyxy=(704,234,932,271)
article-paragraph: The court stressed the importance of decorum, suggesting addressing the media after the hearing, to which Khan stated that the jail administration removes the media from the courtroom after the hearing. xyxy=(704,401,932,429)
article-paragraph: She said at the investment conference held during the visit, both sides discussed investment projects in energy, mining, IT, construction, human resource development, and exports. xyxy=(240,1379,468,1406)
article-paragraph: collaborative efforts in the mission of polio eradication. xyxy=(8,1216,171,1226)
article-paragraph: He especially stressed that the successful official visit of the highly esteemed Prime Minister of the Islamic Republic of Pakistan Shehbaz Sharif to the Republic of Azerbaijan on June 14-15, 2023, gave a strong impetus to the comprehensive and rapid development of strategic partnership between the two brotherly countries. Thus, on the basis of the tasks given by the leaders of both countries during the said visit regarding the expansion of mutually beneficial cooperation in the fields of the information communication technologies, transport, defense industry, energy and trade, relevant visits were carried out and achievements were reached. xyxy=(240,71,468,152)
article-paragraph: "This accolade reflects the dedication and collaborative efforts of our faculty, researchers, and staff who continuously strive for excellence in research. We remain deeply committed to fostering a culture that can drive positive change and address the real needs of communities through impactful research and capacity building", said AKU President Dr Sulaiman Shahabuddin. xyxy=(240,346,468,391)
article-paragraph: There was no immediate claim of responsibility for the attack from any militant group. xyxy=(704,745,932,764)
article-paragraph: All institutions must ensure strict legal action against smugglers with a common strategy, he directed. - APP xyxy=(472,237,700,256)
article-paragraph: Tarar accused ex-PM Imran Khan of habitually playing with foreign policy, alleging he compromised on the confidential system of diplomatic corps when discussed cypher in public. xyxy=(704,316,932,344)
article-paragraph: As per the citation read out at the ceremony, General Metin Gurak is an officer of high intellect and his excellent administrative qualities earned him the reputation of being a competent and professionally competent officer. General Metin Gurak has played a vital role for implementing peace and stability around Turkiye. xyxy=(472,304,700,349)
article-paragraph: the Islamic Republic of Pakistan was exempted from import customs duty until December 31, 2027. xyxy=(240,54,468,71)
article-paragraph: The event featured a variety of Tech Talks conducted by eminent AI experts. These included a session on "Demystifying GenAI" by Asim Ghaffar, (VP Engineering, 10Pearls); "Generative AI for Corporate Leaders" by Monis Rahman, (Co-Founder and CEO, Dalam); and "Accelerating Digital Transformation Through AI Innovations" by Muhammad Aamir Yaqub, (Senior Director Engineering, 10Pearls). xyxy=(8,895,236,949)
article-number: No #15 xyxy=(472,259,510,273)
article-header xyxy=(704,690,932,706)
article-paragraph: "Remember that one of the objectives of the Talent Hunt Youth Sports League is to create an atmosphere of competition among the youth, to develop a spirit of tolerance, and to promote the practice of sports in the country," Rana Mashood said. -APP xyxy=(8,292,236,328)
article-paragraph: The debt situation also looked more benign, Aurangzeb said. "The bulk of our bilateral debt - including our China debt - is being rolled over, so in that sense I think we are in good shape and I don't see a big issue during this fiscal year or next fiscal year, cause we need to repay roughly $25 billion dollars every fiscal year." xyxy=(472,1174,700,1220)
article-number: No #26 xyxy=(704,1404,742,1418)
continued-from-label: Continued from page 2 xyxy=(91,1089,190,1100)
